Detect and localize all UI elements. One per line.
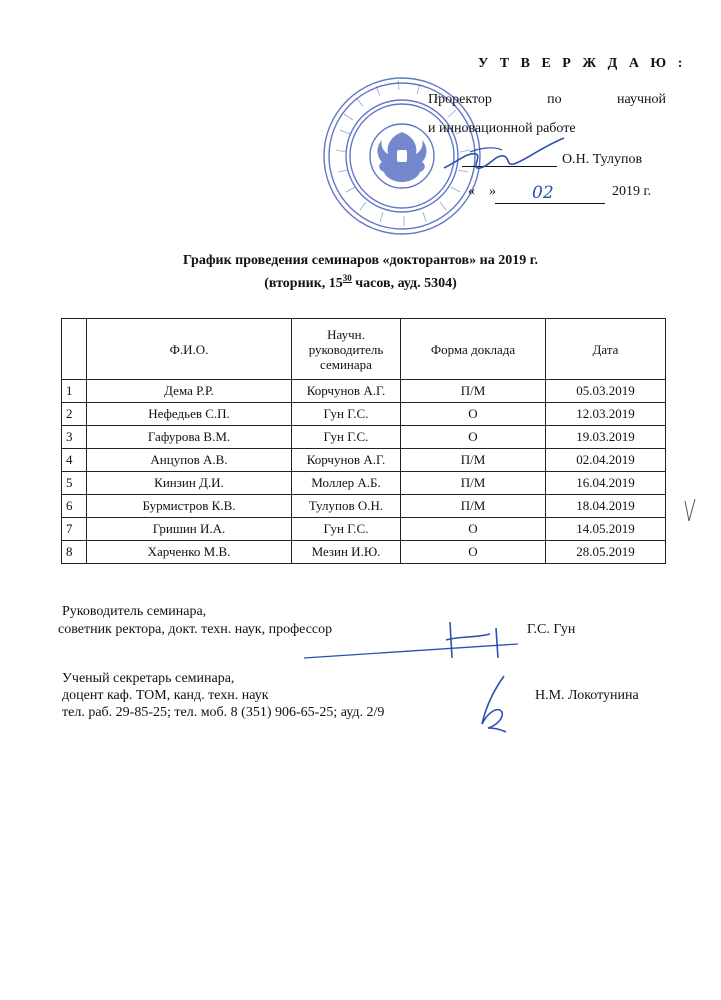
- cell-number: 3: [62, 426, 87, 449]
- secretary-name: Н.М. Локотунина: [535, 688, 639, 703]
- approval-position-line1: Проректор по научной: [428, 92, 666, 107]
- leader-signature: [300, 618, 525, 664]
- column-header-report-form: Форма доклада: [401, 319, 546, 380]
- table-row: [62, 518, 666, 541]
- table-header-row: [62, 319, 666, 380]
- column-header-number: [62, 319, 87, 380]
- approval-date-month-handwritten: 02: [532, 183, 554, 203]
- cell-name: Дема Р.Р.: [87, 380, 292, 403]
- table-row: [62, 380, 666, 403]
- cell-name: Гафурова В.М.: [87, 426, 292, 449]
- cell-supervisor: Тулупов О.Н.: [292, 495, 401, 518]
- cell-report-form: О: [401, 403, 546, 426]
- cell-name: Кинзин Д.И.: [87, 472, 292, 495]
- cell-supervisor: Гун Г.С.: [292, 426, 401, 449]
- approval-position-line2: и инновационной работе: [428, 121, 576, 136]
- cell-date: 02.04.2019: [546, 449, 666, 472]
- approval-date-year: 2019 г.: [612, 184, 652, 199]
- approval-heading: У Т В Е Р Ж Д А Ю :: [478, 56, 687, 71]
- cell-number: 8: [62, 541, 87, 564]
- cell-date: 19.03.2019: [546, 426, 666, 449]
- cell-number: 6: [62, 495, 87, 518]
- cell-date: 28.05.2019: [546, 541, 666, 564]
- cell-supervisor: Моллер А.Б.: [292, 472, 401, 495]
- column-header-supervisor: Научн. руководитель семинара: [292, 319, 401, 380]
- cell-number: 5: [62, 472, 87, 495]
- cell-supervisor: Гун Г.С.: [292, 518, 401, 541]
- cell-number: 1: [62, 380, 87, 403]
- cell-report-form: О: [401, 426, 546, 449]
- column-header-date: Дата: [546, 319, 666, 380]
- secretary-contacts: тел. раб. 29-85-25; тел. моб. 8 (351) 906-65-25; ауд. 2/9: [62, 705, 385, 720]
- cell-supervisor: Корчунов А.Г.: [292, 380, 401, 403]
- leader-name: Г.С. Гун: [527, 622, 576, 637]
- table-row: [62, 426, 666, 449]
- column-header-name: Ф.И.О.: [87, 319, 292, 380]
- cell-date: 18.04.2019: [546, 495, 666, 518]
- table-row: [62, 403, 666, 426]
- approval-signatory-name: О.Н. Тулупов: [562, 152, 643, 167]
- table-row: [62, 472, 666, 495]
- cell-report-form: П/М: [401, 472, 546, 495]
- cell-report-form: П/М: [401, 495, 546, 518]
- cell-name: Бурмистров К.В.: [87, 495, 292, 518]
- cell-supervisor: Гун Г.С.: [292, 403, 401, 426]
- cell-number: 7: [62, 518, 87, 541]
- checkmark-icon: [683, 497, 697, 525]
- cell-date: 16.04.2019: [546, 472, 666, 495]
- cell-name: Гришин И.А.: [87, 518, 292, 541]
- cell-name: Харченко М.В.: [87, 541, 292, 564]
- table-row: [62, 449, 666, 472]
- cell-report-form: О: [401, 518, 546, 541]
- prorector-signature: [440, 130, 570, 180]
- cell-supervisor: Мезин И.Ю.: [292, 541, 401, 564]
- secretary-role-line1: Ученый секретарь семинара,: [62, 671, 235, 686]
- cell-name: Анцупов А.В.: [87, 449, 292, 472]
- cell-date: 05.03.2019: [546, 380, 666, 403]
- leader-role-line2: советник ректора, докт. техн. наук, профессор: [58, 622, 333, 637]
- cell-supervisor: Корчунов А.Г.: [292, 449, 401, 472]
- leader-role-line1: Руководитель семинара,: [62, 604, 207, 619]
- approval-date-month-line: [495, 203, 605, 204]
- approval-date-open: « »: [468, 184, 496, 199]
- cell-report-form: П/М: [401, 449, 546, 472]
- cell-name: Нефедьев С.П.: [87, 403, 292, 426]
- secretary-role-line2: доцент каф. ТОМ, канд. техн. наук: [62, 688, 269, 703]
- table-row: [62, 541, 666, 564]
- document-subtitle: (вторник, $15^{30}$ часов, ауд. 5304): [264, 273, 457, 291]
- cell-date: 12.03.2019: [546, 403, 666, 426]
- document-title: График проведения семинаров «докторантов» на 2019 г.: [183, 253, 538, 268]
- cell-number: 2: [62, 403, 87, 426]
- cell-report-form: О: [401, 541, 546, 564]
- seminar-schedule-table: [61, 318, 666, 564]
- secretary-signature: [468, 672, 518, 734]
- cell-date: 14.05.2019: [546, 518, 666, 541]
- cell-number: 4: [62, 449, 87, 472]
- table-row: [62, 495, 666, 518]
- cell-report-form: П/М: [401, 380, 546, 403]
